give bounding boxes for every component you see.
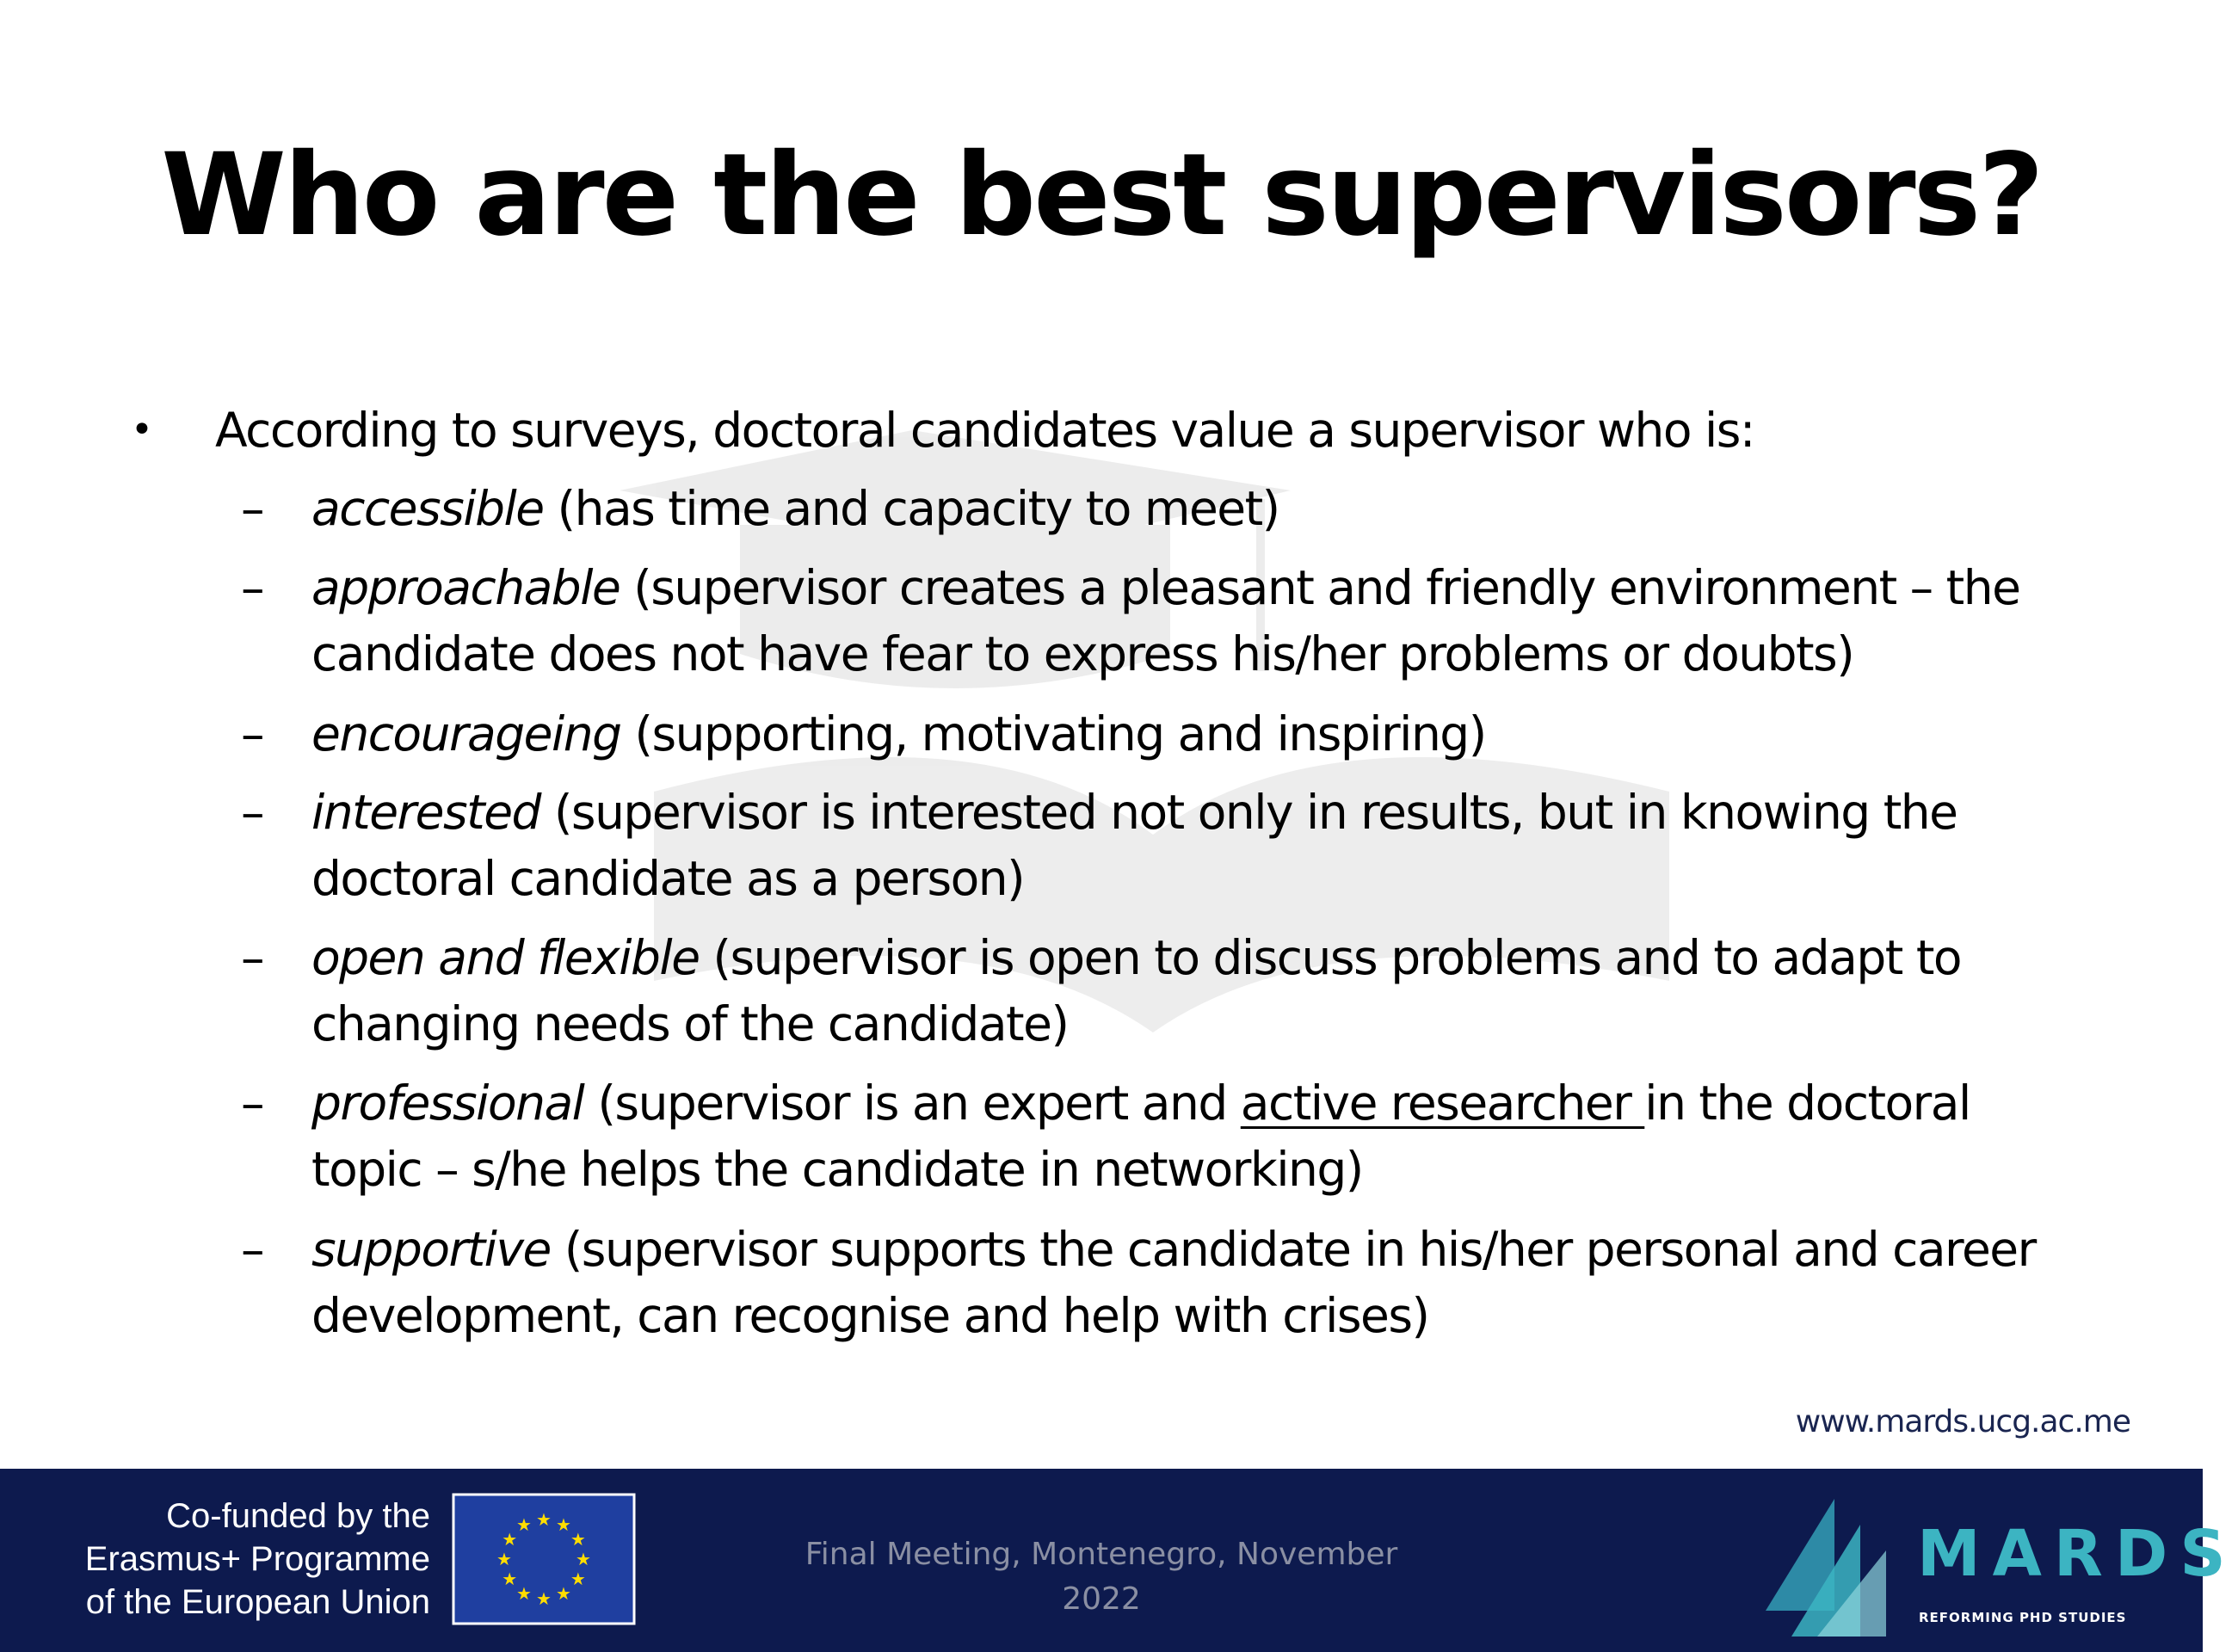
eu-star: ★ — [502, 1529, 518, 1550]
list-item-desc: (supervisor is interested not only in results, but in knowing the doctoral candidate as a person) — [311, 785, 1957, 906]
dash-marker: – — [241, 930, 265, 985]
list-item-term: encourageing — [311, 706, 621, 761]
eu-flag-icon — [453, 1495, 634, 1624]
website-link[interactable]: www.mards.ucg.ac.me — [1795, 1404, 2130, 1439]
event-line: Final Meeting, Montenegro, November — [805, 1537, 1398, 1572]
list-item-text — [311, 555, 2075, 687]
eu-star: ★ — [570, 1529, 586, 1550]
cofunded-line: Co-funded by the — [166, 1497, 430, 1535]
cofunded-line: of the European Union — [85, 1583, 430, 1621]
eu-star: ★ — [536, 1509, 552, 1530]
list-item-desc: (supervisor is an expert and — [583, 1076, 1241, 1131]
eu-star: ★ — [556, 1514, 571, 1536]
dash-marker: – — [241, 1076, 265, 1131]
underlined-phrase: active researcher — [1240, 1076, 1645, 1131]
bullet-marker: • — [131, 408, 153, 452]
eu-star: ★ — [570, 1569, 586, 1589]
eu-star: ★ — [516, 1514, 532, 1536]
dash-marker: – — [241, 1222, 265, 1277]
dash-marker: – — [241, 560, 265, 615]
eu-star: ★ — [556, 1582, 571, 1604]
list-item-term: interested — [311, 785, 540, 840]
slide-title: Who are the best supervisors? — [161, 129, 2042, 262]
dash-marker: – — [241, 706, 265, 761]
event-line: 2022 — [1062, 1581, 1141, 1617]
list-item-text — [311, 780, 2075, 912]
list-item-text — [311, 1217, 2075, 1349]
list-item-desc-continued: in the doctoral topic – s/he helps the candidate in networking) — [311, 1076, 1970, 1197]
eu-star: ★ — [536, 1588, 552, 1609]
list-item-term: approachable — [311, 560, 620, 615]
list-item-term: accessible — [311, 481, 544, 536]
event-caption — [774, 1532, 1428, 1622]
list-item-text — [311, 925, 2075, 1057]
eu-star: ★ — [576, 1549, 591, 1569]
logo-tagline: REFORMING PHD STUDIES — [1919, 1610, 2127, 1625]
eu-star: ★ — [516, 1582, 532, 1604]
list-item-desc: (supervisor creates a pleasant and friendly environment – the candidate does not have fear to express his/her problems or doubts) — [311, 560, 2020, 681]
lead-bullet: According to surveys, doctoral candidates value a supervisor who is: — [215, 403, 1754, 458]
dash-marker: – — [241, 785, 265, 840]
mards-logo-icon — [1766, 1499, 1886, 1637]
list-item-desc: (has time and capacity to meet) — [543, 481, 1279, 536]
list-item-text — [311, 476, 2075, 542]
eu-star: ★ — [496, 1549, 512, 1569]
footer-band — [0, 1469, 2238, 1652]
list-item-text — [311, 701, 2075, 767]
eu-star: ★ — [502, 1569, 518, 1589]
cofunded-text — [34, 1495, 430, 1624]
list-item-term: supportive — [311, 1222, 551, 1277]
list-item-text — [311, 1070, 2075, 1203]
list-item-term: professional — [311, 1076, 584, 1131]
list-item-desc: (supervisor supports the candidate in his/her personal and career development, can recognise and help with crises) — [311, 1222, 2036, 1343]
list-item-desc: (supporting, motivating and inspiring) — [620, 706, 1486, 761]
logo-name: MARDS — [1917, 1517, 2238, 1591]
list-item-desc: (supervisor is open to discuss problems and to adapt to changing needs of the candidate) — [311, 930, 1962, 1051]
dash-marker: – — [241, 481, 265, 536]
list-item-term: open and flexible — [311, 930, 700, 985]
cofunded-line: Erasmus+ Programme — [84, 1540, 430, 1578]
